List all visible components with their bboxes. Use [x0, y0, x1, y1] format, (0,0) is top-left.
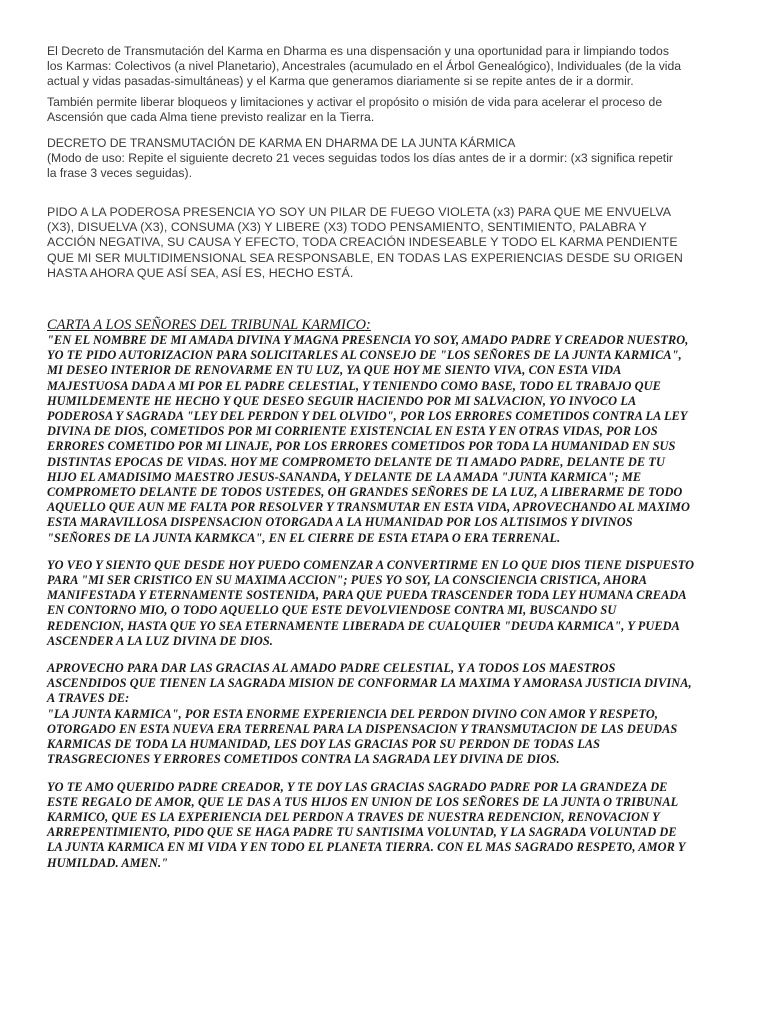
- decree-text: PIDO A LA PODEROSA PRESENCIA YO SOY UN PILAR DE FUEGO VIOLETA (x3) PARA QUE ME ENVUELVA (X3), DISUELVA (X3), CONSUMA (X3) Y LIBERE (X3) TODO PENSAMIENTO, SENTIMIENTO, PALABRA Y ACCIÓN NEGATIVA, SU CAUSA Y EFECTO, TODA CREACIÓN INDESEABLE Y TODO EL KARMA PENDIENTE QUE MI SER MULTIDIMENSIONAL SEA RESPONSABLE, EN TODAS LAS EXPERIENCIAS DESDE SU ORIGEN HASTA AHORA QUE ASÍ SEA, ASÍ ES, HECHO ESTÁ.: [47, 205, 683, 280]
- intro-paragraph-1: El Decreto de Transmutación del Karma en Dharma es una dispensación y una oportunidad para ir limpiando todos los Karmas: Colectivos (a nivel Planetario), Ancestrales (acumulado en el Árbol Genealógico), Individuales (de la vida actual y vidas pasadas-simultáneas) y el Karma que generamos diariamente si se repite antes de ir a dormir.: [47, 44, 682, 88]
- letter-paragraph-3: APROVECHO PARA DAR LAS GRACIAS AL AMADO PADRE CELESTIAL, Y A TODOS LOS MAESTROS ASCENDIDOS QUE TIENEN LA SAGRADA MISION DE CONFORMAR LA MAXIMA Y AMORASA JUSTICIA DIVINA, A TRAVES DE: "LA JUNTA KARMICA", POR ESTA ENORME EXPERIENCIA DEL PERDON DIVINO CON AMOR Y RESPETO, OTORGADO EN ESTA NUEVA ERA TERRENAL PARA LA DISPENSACION Y TRANSMUTACION DE LAS DEUDAS KARMICAS DE TODA LA HUMANIDAD, LES DOY LAS GRACIAS POR SU PERDON DE TODAS LAS TRASGRECIONES Y ERRORES COMETIDOS CONTRA LA SAGRADA LEY DIVINA DE DIOS.: [47, 661, 692, 767]
- letter-paragraph-2: YO VEO Y SIENTO QUE DESDE HOY PUEDO COMENZAR A CONVERTIRME EN LO QUE DIOS TIENE DISPUESTO PARA "MI SER CRISTICO EN SU MAXIMA ACCION"; PUES YO SOY, LA CONSCIENCIA CRISTICA, AHORA MANIFESTADA Y ETERNAMENTE SOSTENIDA, PARA QUE PUEDA TRASCENDER TODA LEY HUMANA CREADA EN CONTORNO MIO, O TODO AQUELLO QUE ESTE DEVOLVIENDOSE CONTRA MI, BUSCANDO SU REDENCION, HASTA QUE YO SEA ETERNAMENTE LIBERADA DE CUALQUIER "DEUDA KARMICA", Y PUEDA ASCENDER A LA LUZ DIVINA DE DIOS.: [47, 557, 695, 648]
- usage-instructions: (Modo de uso: Repite el siguiente decreto 21 veces seguidas todos los días antes de ir a dormir: (x3 significa repetir la frase 3 veces seguidas).: [47, 151, 673, 180]
- decree-heading: DECRETO DE TRANSMUTACIÓN DE KARMA EN DHARMA DE LA JUNTA KÁRMICA: [47, 136, 516, 150]
- letter-title: CARTA A LOS SEÑORES DEL TRIBUNAL KARMICO:: [47, 317, 371, 334]
- letter-paragraph-1: "EN EL NOMBRE DE MI AMADA DIVINA Y MAGNA PRESENCIA YO SOY, AMADO PADRE Y CREADOR NUESTRO, YO TE PIDO AUTORIZACION PARA SOLICITARLES AL CONSEJO DE "LOS SEÑORES DE LA JUNTA KARMICA", MI DESEO INTERIOR DE RENOVARME EN TU LUZ, YA QUE HOY ME SIENTO VIVA, CON ESTA VIDA MAJESTUOSA DADA A MI POR EL PADRE CELESTIAL, Y TENIENDO COMO BASE, TODO EL TRABAJO QUE HUMILDEMENTE HE HECHO Y QUE DESEO SEGUIR HACIENDO POR MI SALVACION, YO INVOCO LA PODEROSA Y SAGRADA "LEY DEL PERDON Y DEL OLVIDO", POR LOS ERRORES COMETIDOS CONTRA LA LEY DIVINA DE DIOS, COMETIDOS POR MI CORRIENTE EXISTENCIAL EN ESTA Y EN OTRAS VIDAS, POR LOS ERRORES COMETIDO POR MI LINAJE, POR LOS ERRORES COMETIDOS POR TODA LA HUMANIDAD EN SUS DISTINTAS EPOCAS DE VIDAS. HOY ME COMPROMETO DELANTE DE TI AMADO PADRE, DELANTE DE TU HIJO EL AMADISIMO MAESTRO JESUS-SANANDA, Y DELANTE DE LA AMADA "JUNTA KARMICA"; ME COMPROMETO DELANTE DE TODOS USTEDES, OH GRANDES SEÑORES DE LA LUZ, A LIBERARME DE TODO AQUELLO QUE AUN ME FALTA POR RESOLVER Y TRANSMUTAR EN ESTA VIDA, APROVECHANDO AL MAXIMO ESTA MARAVILLOSA DISPENSACION OTORGADA A LA HUMANIDAD POR LOS ALTISIMOS Y DIVINOS "SEÑORES DE LA JUNTA KARMKCA", EN EL CIERRE DE ESTA ETAPA O ERA TERRENAL.: [47, 333, 690, 545]
- document-page: [47, 44, 719, 871]
- letter-paragraph-4: YO TE AMO QUERIDO PADRE CREADOR, Y TE DOY LAS GRACIAS SAGRADO PADRE POR LA GRANDEZA DE ESTE REGALO DE AMOR, QUE LE DAS A TUS HIJOS EN UNION DE LOS SEÑORES DE LA JUNTA O TRIBUNAL KARMICO, QUE ES LA EXPERIENCIA DEL PERDON A TRAVES DE NUESTRA REDENCION, RENOVACION Y ARREPENTIMIENTO, PIDO QUE SE HAGA PADRE TU SANTISIMA VOLUNTAD, Y LA SAGRADA VOLUNTAD DE LA JUNTA KARMICA EN MI VIDA Y EN TODO EL PLANETA TIERRA. CON EL MAS SAGRADO RESPETO, AMOR Y HUMILDAD. AMEN.": [47, 779, 686, 870]
- intro-paragraph-2: También permite liberar bloqueos y limitaciones y activar el propósito o misión de vida para acelerar el proceso de Ascensión que cada Alma tiene previsto realizar en la Tierra.: [47, 95, 663, 124]
